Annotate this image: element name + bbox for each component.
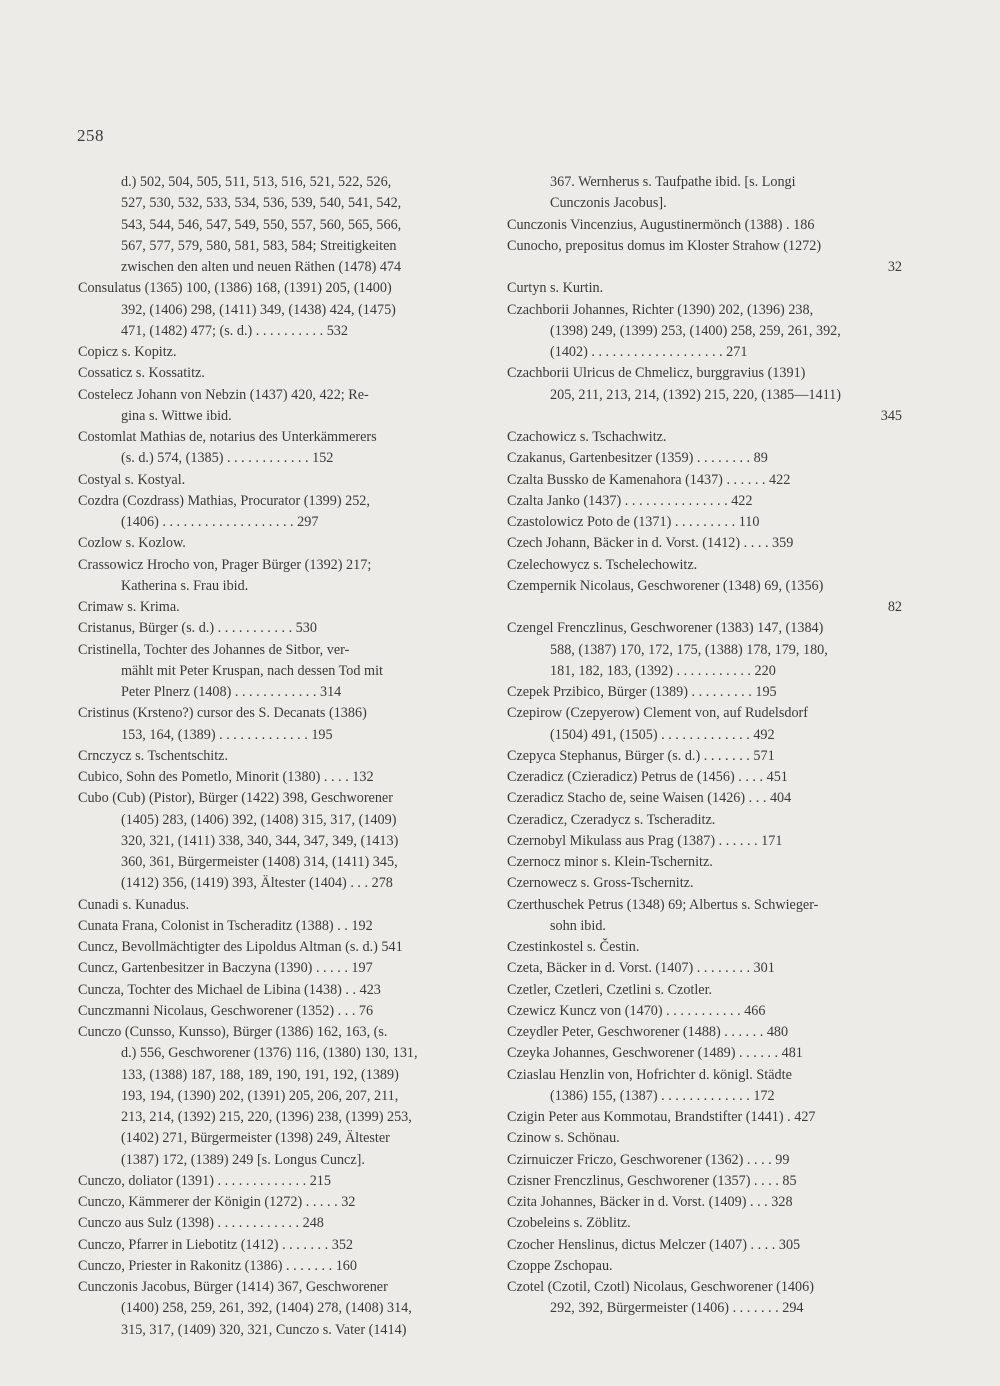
index-entry-line: 213, 214, (1392) 215, 220, (1396) 238, (1399) 253, — [121, 1109, 412, 1125]
index-entry — [507, 215, 902, 236]
index-entry — [78, 767, 473, 788]
index-entry-line: (s. d.) 574, (1385) . . . . . . . . . . . . 152 — [121, 450, 334, 467]
index-entry — [507, 852, 902, 873]
index-entry — [507, 895, 902, 938]
index-entry-line: 153, 164, (1389) . . . . . . . . . . . . . 195 — [121, 726, 333, 743]
index-entry — [78, 597, 473, 618]
index-entry-line: Cozlow s. Kozlow. — [78, 535, 186, 552]
index-entry-line: Czachborii Ulricus de Chmelicz, burggravius (1391) — [507, 365, 806, 382]
index-entry-line: (1387) 172, (1389) 249 [s. Longus Cuncz]. — [121, 1151, 365, 1168]
index-entry — [507, 300, 902, 364]
index-entry-line: Cunczo, doliator (1391) . . . . . . . . . . . . . 215 — [78, 1172, 331, 1189]
index-entry-line: d.) 502, 504, 505, 511, 513, 516, 521, 522, 526, — [121, 174, 392, 190]
index-entry — [78, 640, 473, 704]
index-entry — [507, 618, 902, 682]
index-entry — [507, 491, 902, 512]
index-entry — [507, 576, 902, 619]
index-entry — [507, 172, 902, 215]
index-entry-line: Czinow s. Schönau. — [507, 1130, 620, 1147]
index-entry — [78, 363, 473, 384]
index-entry-line: Costyal s. Kostyal. — [78, 471, 186, 488]
index-entry-line: Czerthuschek Petrus (1348) 69; Albertus s. Schwieger- — [507, 896, 819, 913]
index-entry — [507, 1192, 902, 1213]
index-entry-line: Czepek Przibico, Bürger (1389) . . . . . . . . . 195 — [507, 684, 777, 700]
index-entry — [507, 448, 902, 469]
index-entry-line: Copicz s. Kopitz. — [78, 344, 177, 360]
index-entry — [507, 1128, 902, 1149]
index-entry-line: Czeradicz, Czeradycz s. Tscheraditz. — [507, 811, 716, 828]
index-entry — [507, 937, 902, 958]
index-entry — [507, 788, 902, 809]
page-number: 258 — [77, 126, 104, 145]
index-entry — [78, 278, 473, 342]
index-entry-line: sohn ibid. — [550, 917, 606, 934]
index-entry-line: Czepyca Stephanus, Bürger (s. d.) . . . . . . . 571 — [507, 747, 775, 764]
index-entry-line: Czernocz minor s. Klein-Tschernitz. — [507, 854, 713, 870]
index-entry — [507, 278, 902, 299]
index-entry-line: Czengel Frenczlinus, Geschworener (1383) 147, (1384) — [507, 620, 824, 637]
index-entry — [507, 958, 902, 979]
index-entry — [507, 427, 902, 448]
index-entry-line: (1402) 271, Bürgermeister (1398) 249, Ältester — [121, 1130, 390, 1147]
index-entry — [507, 873, 902, 894]
index-entry-line: mählt mit Peter Kruspan, nach dessen Tod mit — [121, 662, 383, 679]
index-entry-line: (1398) 249, (1399) 253, (1400) 258, 259, 261, 392, — [550, 322, 841, 339]
index-entry-line: gina s. Wittwe ibid. — [121, 407, 232, 424]
index-entry-line: 205, 211, 213, 214, (1392) 215, 220, (1385—1411) — [550, 386, 841, 403]
index-entry-line: Czeta, Bäcker in d. Vorst. (1407) . . . . . . . . 301 — [507, 960, 775, 977]
index-entry-line: Czeradicz Stacho de, seine Waisen (1426) . . . 404 — [507, 790, 792, 807]
index-entry-line: Czigin Peter aus Kommotau, Brandstifter (1441) . 427 — [507, 1109, 816, 1125]
index-entry — [507, 746, 902, 767]
index-entry — [507, 363, 902, 427]
index-entry-line: Crassowicz Hrocho von, Prager Bürger (1392) 217; — [78, 556, 372, 573]
index-entry-line: Cuncza, Tochter des Michael de Libina (1438) . . 423 — [78, 981, 381, 998]
index-entry — [507, 767, 902, 788]
index-entry-line: Czirnuiczer Friczo, Geschworener (1362) . . . . 99 — [507, 1151, 790, 1168]
index-entry-line: Czeyka Johannes, Geschworener (1489) . . . . . . 481 — [507, 1045, 803, 1062]
index-entry-line: 392, (1406) 298, (1411) 349, (1438) 424, (1475) — [121, 301, 396, 318]
index-entry — [507, 1171, 902, 1192]
index-entry-line: 181, 182, 183, (1392) . . . . . . . . . . . 220 — [550, 662, 776, 679]
index-entry — [78, 1192, 473, 1213]
index-entry-line: Czernowecz s. Gross-Tschernitz. — [507, 875, 694, 892]
index-entry-line: Cunczo, Pfarrer in Liebotitz (1412) . . . . . . . 352 — [78, 1236, 354, 1253]
index-entry — [507, 1150, 902, 1171]
index-entry-line: (1402) . . . . . . . . . . . . . . . . . . . 271 — [550, 344, 748, 360]
right-column — [507, 172, 902, 1320]
index-entry-line: 320, 321, (1411) 338, 340, 344, 347, 349, (1413) — [121, 832, 399, 849]
index-entry-line: 345 — [880, 407, 902, 424]
index-entry — [507, 1235, 902, 1256]
index-entry — [78, 491, 473, 534]
index-entry-line: Cristinus (Krsteno?) cursor des S. Decanats (1386) — [78, 705, 367, 722]
index-entry-line: 471, (1482) 477; (s. d.) . . . . . . . . . . 532 — [121, 322, 348, 339]
index-entry-line: Cunczonis Jacobus, Bürger (1414) 367, Geschworener — [78, 1279, 388, 1295]
index-entry — [507, 1001, 902, 1022]
index-entry-line: Czita Johannes, Bäcker in d. Vorst. (1409) . . . 328 — [507, 1194, 793, 1210]
index-entry-line: Czeradicz (Czieradicz) Petrus de (1456) . . . . 451 — [507, 769, 788, 785]
index-entry-line: 32 — [887, 259, 902, 275]
index-entry — [507, 1256, 902, 1277]
index-entry-line: Czempernik Nicolaus, Geschworener (1348) 69, (1356) — [507, 577, 824, 594]
index-entry — [78, 1171, 473, 1192]
index-entry-line: 360, 361, Bürgermeister (1408) 314, (1411) 345, — [121, 854, 398, 870]
index-entry-line: (1405) 283, (1406) 392, (1408) 315, 317, (1409) — [121, 811, 397, 828]
index-entry-line: 133, (1388) 187, 188, 189, 190, 191, 192, (1389) — [121, 1066, 399, 1083]
index-entry-line: Czachowicz s. Tschachwitz. — [507, 429, 667, 445]
index-entry-line: 193, 194, (1390) 202, (1391) 205, 206, 207, 211, — [121, 1087, 399, 1104]
index-entry-line: Cunadi s. Kunadus. — [78, 896, 190, 913]
index-entry-line: Curtyn s. Kurtin. — [507, 280, 604, 297]
index-entry — [78, 427, 473, 470]
index-entry-line: (1400) 258, 259, 261, 392, (1404) 278, (1408) 314, — [121, 1300, 412, 1317]
index-entry-line: Cristanus, Bürger (s. d.) . . . . . . . . . . . 530 — [78, 620, 317, 637]
index-entry — [507, 533, 902, 554]
index-entry — [78, 1256, 473, 1277]
index-entry-line: Czepirow (Czepyerow) Clement von, auf Rudelsdorf — [507, 705, 809, 722]
index-entry — [78, 895, 473, 916]
index-entry-line: 588, (1387) 170, 172, 175, (1388) 178, 179, 180, — [550, 641, 828, 658]
index-entry-line: Cossaticz s. Kossatitz. — [78, 365, 205, 382]
index-entry-line: Cunata Frana, Colonist in Tscheraditz (1388) . . 192 — [78, 917, 373, 934]
index-entry — [507, 682, 902, 703]
index-entry — [78, 1213, 473, 1234]
index-entry — [78, 980, 473, 1001]
index-entry-line: 367. Wernherus s. Taufpathe ibid. [s. Longi — [550, 174, 796, 190]
index-entry-line: Czisner Frenczlinus, Geschworener (1357) . . . . 85 — [507, 1172, 797, 1189]
index-entry-line: Czocher Henslinus, dictus Melczer (1407) . . . . 305 — [507, 1236, 801, 1253]
index-entry-line: Cunczo aus Sulz (1398) . . . . . . . . . . . . 248 — [78, 1215, 324, 1232]
index-entry-line: 82 — [887, 599, 902, 615]
index-entry-line: 292, 392, Bürgermeister (1406) . . . . . . . 294 — [550, 1300, 804, 1317]
index-entry-line: Consulatus (1365) 100, (1386) 168, (1391) 205, (1400) — [78, 280, 392, 297]
index-entry — [78, 555, 473, 598]
index-entry — [507, 512, 902, 533]
index-entry-line: Cubico, Sohn des Pometlo, Minorit (1380) . . . . 132 — [78, 769, 374, 785]
index-entry-line: Cuncz, Gartenbesitzer in Baczyna (1390) . . . . . 197 — [78, 960, 373, 977]
index-entry-line: Cunczonis Jacobus]. — [550, 195, 667, 212]
left-column — [78, 172, 473, 1341]
index-entry-line: Czewicz Kuncz von (1470) . . . . . . . . . . . 466 — [507, 1002, 766, 1019]
index-entry-line: Czetler, Czetleri, Czetlini s. Czotler. — [507, 981, 713, 998]
index-entry-line: Peter Plnerz (1408) . . . . . . . . . . . . 314 — [121, 684, 342, 700]
index-entry-line: Czoppe Zschopau. — [507, 1257, 613, 1274]
index-entry-line: Crnczycz s. Tschentschitz. — [78, 747, 229, 764]
index-entry-line: 527, 530, 532, 533, 534, 536, 539, 540, 541, 542, — [121, 195, 402, 212]
index-entry — [507, 703, 902, 746]
index-entry — [507, 980, 902, 1001]
index-entry-line: Cunczmanni Nicolaus, Geschworener (1352) . . . 76 — [78, 1002, 374, 1019]
index-entry — [78, 937, 473, 958]
index-entry-line: 567, 577, 579, 580, 581, 583, 584; Streitigkeiten — [121, 237, 397, 254]
index-entry-line: 543, 544, 546, 547, 549, 550, 557, 560, 565, 566, — [121, 216, 402, 233]
index-entry — [507, 831, 902, 852]
index-entry — [507, 1213, 902, 1234]
index-entry-line: Czakanus, Gartenbesitzer (1359) . . . . . . . . 89 — [507, 450, 768, 467]
index-entry-line: Czachborii Johannes, Richter (1390) 202, (1396) 238, — [507, 301, 814, 318]
index-entry-line: 315, 317, (1409) 320, 321, Cunczo s. Vater (1414) — [121, 1321, 407, 1338]
index-entry-line: Costelecz Johann von Nebzin (1437) 420, 422; Re- — [78, 386, 369, 403]
index-entry-line: (1504) 491, (1505) . . . . . . . . . . . . . 492 — [550, 726, 775, 743]
index-entry-line: Czeydler Peter, Geschworener (1488) . . . . . . 480 — [507, 1024, 789, 1040]
index-entry — [78, 172, 473, 278]
index-entry-line: Cunocho, prepositus domus im Kloster Strahow (1272) — [507, 237, 822, 254]
index-entry — [507, 1277, 902, 1320]
index-entry-line: zwischen den alten und neuen Räthen (1478) 474 — [121, 259, 402, 275]
index-entry-line: (1386) 155, (1387) . . . . . . . . . . . . . 172 — [550, 1087, 775, 1104]
index-entry — [507, 810, 902, 831]
index-entry — [78, 916, 473, 937]
index-entry-line: Cunczo, Priester in Rakonitz (1386) . . . . . . . 160 — [78, 1257, 357, 1274]
index-entry-line: Czalta Janko (1437) . . . . . . . . . . . . . . . 422 — [507, 492, 753, 509]
index-entry — [507, 1022, 902, 1043]
index-entry-line: Czernobyl Mikulass aus Prag (1387) . . . . . . 171 — [507, 832, 783, 849]
index-entry — [507, 236, 902, 279]
index-entry — [507, 555, 902, 576]
index-entry-line: Czotel (Czotil, Czotl) Nicolaus, Geschworener (1406) — [507, 1279, 814, 1295]
index-entry-line: Crimaw s. Krima. — [78, 599, 180, 615]
index-entry — [78, 533, 473, 554]
index-entry — [507, 1065, 902, 1108]
index-entry-line: Czech Johann, Bäcker in d. Vorst. (1412) . . . . 359 — [507, 535, 794, 552]
index-entry-line: Katherina s. Frau ibid. — [121, 577, 249, 594]
index-entry-line: Cristinella, Tochter des Johannes de Sitbor, ver- — [78, 641, 350, 658]
index-entry-line: Cunczo (Cunsso, Kunsso), Bürger (1386) 162, 163, (s. — [78, 1024, 388, 1040]
index-entry — [78, 342, 473, 363]
index-entry-line: d.) 556, Geschworener (1376) 116, (1380) 130, 131, — [121, 1045, 418, 1062]
index-entry-line: Cubo (Cub) (Pistor), Bürger (1422) 398, Geschworener — [78, 790, 393, 807]
index-entry — [78, 1235, 473, 1256]
index-entry-line: Cunczonis Vincenzius, Augustinermönch (1388) . 186 — [507, 216, 815, 233]
index-entry — [78, 1277, 473, 1341]
index-entry — [78, 470, 473, 491]
index-entry-line: Costomlat Mathias de, notarius des Unterkämmerers — [78, 429, 377, 445]
index-entry — [78, 746, 473, 767]
index-entry-line: Cziaslau Henzlin von, Hofrichter d. königl. Städte — [507, 1066, 792, 1083]
index-entry-line: (1406) . . . . . . . . . . . . . . . . . . . 297 — [121, 514, 319, 530]
index-entry-line: (1412) 356, (1419) 393, Ältester (1404) . . . 278 — [121, 875, 393, 892]
index-entry-line: Cozdra (Cozdrass) Mathias, Procurator (1399) 252, — [78, 492, 370, 509]
index-entry — [507, 470, 902, 491]
index-entry — [78, 618, 473, 639]
index-entry — [78, 385, 473, 428]
index-entry — [507, 1107, 902, 1128]
index-entry — [78, 1022, 473, 1171]
index-entry — [78, 1001, 473, 1022]
index-entry-line: Cuncz, Bevollmächtigter des Lipoldus Altman (s. d.) 541 — [78, 939, 403, 955]
index-entry-line: Czestinkostel s. Čestin. — [507, 939, 640, 955]
index-entry-line: Cunczo, Kämmerer der Königin (1272) . . . . . 32 — [78, 1194, 356, 1210]
index-entry-line: Czalta Bussko de Kamenahora (1437) . . . . . . 422 — [507, 471, 791, 488]
index-entry — [78, 788, 473, 894]
index-entry-line: Czobeleins s. Zöblitz. — [507, 1215, 631, 1232]
index-entry-line: Czastolowicz Poto de (1371) . . . . . . . . . 110 — [507, 514, 760, 530]
index-entry — [507, 1043, 902, 1064]
index-entry-line: Czelechowycz s. Tschelechowitz. — [507, 556, 698, 573]
index-entry — [78, 958, 473, 979]
index-entry — [78, 703, 473, 746]
